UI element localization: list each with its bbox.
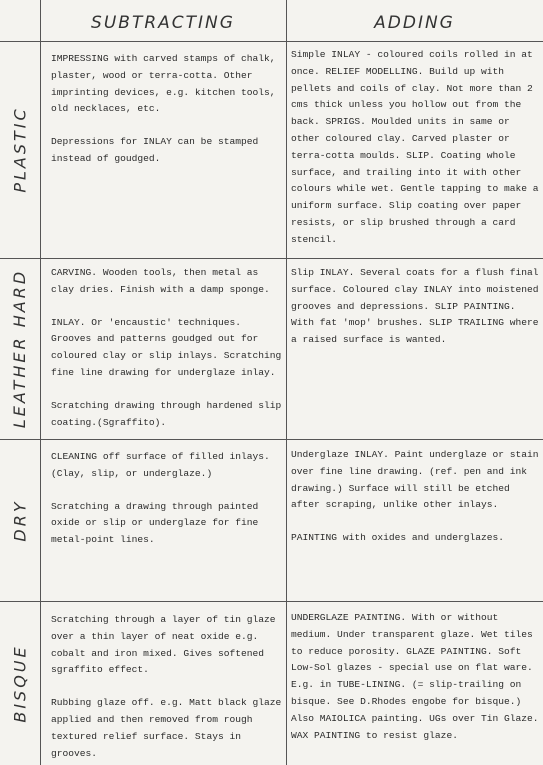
leather-hard-subtracting-cell [51, 265, 283, 431]
leather-hard-subtracting-para-2: INLAY. Or 'encaustic' techniques. Grooves and patterns goudged out for coloured clay or slip inlays. Scratching fine line drawing for underglaze inlay. [51, 316, 282, 378]
leather-hard-adding-cell [291, 265, 541, 349]
row-label-plastic: PLASTIC [10, 106, 30, 193]
center-divider [286, 0, 287, 765]
column-header-subtracting: SUBTRACTING [91, 13, 235, 33]
bisque-adding-cell [291, 610, 541, 744]
row-divider-dry [0, 601, 543, 602]
left-divider [40, 0, 41, 765]
row-label-dry-cell [0, 439, 40, 601]
dry-adding-para-2: PAINTING with oxides and underglazes. [291, 532, 505, 544]
plastic-subtracting-para-1: IMPRESSING with carved stamps of chalk, plaster, wood or terra-cotta. Other imprinting devices, e.g. kitchen tools, old necklaces, etc. [51, 53, 276, 115]
row-label-plastic-cell [0, 41, 40, 258]
leather-hard-subtracting-para-1: CARVING. Wooden tools, then metal as clay dries. Finish with a damp sponge. [51, 267, 270, 295]
dry-adding-cell [291, 447, 541, 547]
row-label-leather-hard-cell [0, 258, 40, 439]
plastic-subtracting-para-2: Depressions for INLAY can be stamped instead of goudged. [51, 136, 259, 164]
column-header-adding: ADDING [374, 13, 455, 33]
header-divider [0, 41, 543, 42]
bisque-subtracting-para-2: Rubbing glaze off. e.g. Matt black glaze applied and then removed from rough textured relief surface. Stays in grooves. [51, 697, 282, 759]
row-label-bisque-cell [0, 601, 40, 765]
dry-subtracting-para-2: Scratching a drawing through painted oxide or slip or underglaze for fine metal-point lines. [51, 500, 259, 546]
plastic-adding-cell [291, 47, 541, 249]
bisque-adding-para-1: UNDERGLAZE PAINTING. With or without medium. Under transparent glaze. Wet tiles to reduce porosity. GLAZE PAINTING. Soft Low-Sol glazes - special use on flat ware. E.g. in TUBE-LINING. (= slip-trailing on bisque. See D.Rhodes engobe for bisque.) Also MAIOLICA painting. UGs over Tin Glaze. WAX PAINTING to resist glaze. [291, 612, 539, 741]
plastic-adding-para-1: Simple INLAY - coloured coils rolled in at once. RELIEF MODELLING. Build up with pellets and coils of clay. Not more than 2 cms thick unless you hollow out from the back. SPRIGS. Moulded units in same or other coloured clay. Carved plaster or terra-cotta moulds. SLIP. Coating whole surface, and trailing into it with other colours while wet. Gentle tapping to make a uniform surface. Slip coating over paper resists, or slip brushed through a card stencil. [291, 49, 539, 245]
leather-hard-subtracting-para-3: Scratching drawing through hardened slip coating.(Sgraffito). [51, 399, 282, 428]
bisque-subtracting-cell [51, 612, 283, 762]
row-label-bisque: BISQUE [10, 643, 30, 723]
dry-adding-para-1: Underglaze INLAY. Paint underglaze or stain over fine line drawing. (ref. pen and ink drawing.) Surface will still be etched after scraping, unlike other inlays. [291, 449, 539, 511]
row-divider-leather-hard [0, 439, 543, 440]
plastic-subtracting-cell [51, 51, 283, 168]
row-label-leather-hard: LEATHER HARD [10, 268, 30, 429]
row-divider-plastic [0, 258, 543, 259]
dry-subtracting-para-1: CLEANING off surface of filled inlays. (Clay, slip, or underglaze.) [51, 451, 270, 479]
row-label-dry: DRY [10, 498, 30, 542]
leather-hard-adding-para-1: Slip INLAY. Several coats for a flush final surface. Coloured clay INLAY into moistened grooves and depressions. SLIP PAINTING. With fat 'mop' brushes. SLIP TRAILING where a raised surface is wanted. [291, 267, 539, 346]
dry-subtracting-cell [51, 449, 283, 549]
bisque-subtracting-para-1: Scratching through a layer of tin glaze over a thin layer of neat oxide e.g. cobalt and iron mixed. Gives softened sgraffito effect. [51, 614, 276, 676]
